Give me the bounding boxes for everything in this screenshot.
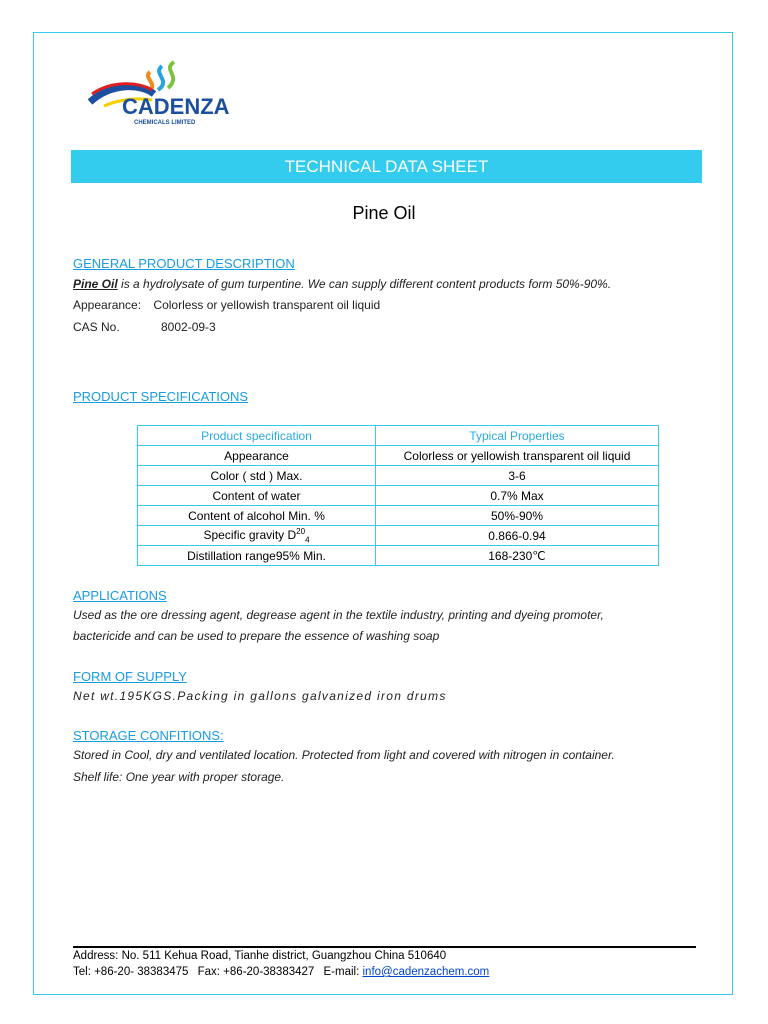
value-cell: 0.7% Max xyxy=(376,486,659,506)
storage-line-1: Stored in Cool, dry and ventilated location. Protected from light and covered with nitrogen in container. xyxy=(73,748,615,762)
spec-cell: Content of water xyxy=(138,486,376,506)
product-specifications-heading: PRODUCT SPECIFICATIONS xyxy=(73,389,249,404)
table-row xyxy=(138,526,659,546)
cas-value: 8002-09-3 xyxy=(161,320,216,334)
email-link[interactable]: info@cadenzachem.com xyxy=(362,966,490,978)
product-description: is a hydrolysate of gum turpentine. We can supply different content products form 50%-90%. xyxy=(117,277,612,291)
storage-line-2: Shelf life: One year with proper storage. xyxy=(73,770,285,784)
spec-text: Specific gravity D xyxy=(203,527,297,542)
value-cell: Colorless or yellowish transparent oil liquid xyxy=(376,446,659,466)
spec-cell xyxy=(138,526,376,546)
value-cell: 50%-90% xyxy=(376,506,659,526)
table-header-row xyxy=(138,426,659,446)
specifications-table xyxy=(137,425,659,566)
product-title: Pine Oil xyxy=(352,203,416,223)
value-cell: 168-230℃ xyxy=(376,546,659,566)
spec-cell: Color ( std ) Max. xyxy=(138,466,376,486)
table-row xyxy=(138,506,659,526)
general-description-text xyxy=(73,277,611,291)
footer-fax: Fax: +86-20-38383427 xyxy=(197,966,315,978)
footer-tel: Tel: +86-20- 38383475 xyxy=(73,966,189,978)
spec-cell: Content of alcohol Min. % xyxy=(138,506,376,526)
cas-row xyxy=(73,320,216,334)
form-of-supply-text: Net wt.195KGS.Packing in gallons galvanized iron drums xyxy=(73,689,447,703)
document-banner: TECHNICAL DATA SHEET xyxy=(71,150,702,183)
applications-line-2: bactericide and can be used to prepare the essence of washing soap xyxy=(73,629,440,643)
product-name-lead: Pine Oil xyxy=(73,277,118,291)
table-row xyxy=(138,486,659,506)
footer-contact xyxy=(73,966,489,978)
value-cell: 0.866-0.94 xyxy=(376,526,659,546)
cas-label: CAS No. xyxy=(73,320,120,334)
applications-line-1: Used as the ore dressing agent, degrease agent in the textile industry, printing and dyeing promoter, xyxy=(73,608,604,622)
logo-wordmark: CADENZA xyxy=(122,94,230,119)
value-cell: 3-6 xyxy=(376,466,659,486)
spec-subscript: 4 xyxy=(305,535,310,545)
form-of-supply-heading: FORM OF SUPPLY xyxy=(73,669,187,684)
company-logo xyxy=(82,58,242,128)
table-row xyxy=(138,466,659,486)
column-header-properties: Typical Properties xyxy=(376,426,659,446)
logo-subtitle: CHEMICALS LIMITED xyxy=(134,120,196,126)
table-row xyxy=(138,546,659,566)
general-description-heading: GENERAL PRODUCT DESCRIPTION xyxy=(73,256,295,271)
spec-superscript: 20 xyxy=(296,526,306,536)
table-row xyxy=(138,446,659,466)
footer-address: Address: No. 511 Kehua Road, Tianhe district, Guangzhou China 510640 xyxy=(73,950,447,962)
storage-conditions-heading: STORAGE CONFITIONS: xyxy=(73,728,224,743)
footer-email-label: E-mail: xyxy=(323,966,360,978)
spec-cell: Appearance xyxy=(138,446,376,466)
column-header-spec: Product specification xyxy=(138,426,376,446)
appearance-value: Colorless or yellowish transparent oil liquid xyxy=(153,298,381,312)
footer-divider xyxy=(73,946,696,948)
applications-heading: APPLICATIONS xyxy=(73,588,167,603)
spec-cell: Distillation range95% Min. xyxy=(138,546,376,566)
appearance-row xyxy=(73,298,380,312)
appearance-label: Appearance: xyxy=(73,298,142,312)
